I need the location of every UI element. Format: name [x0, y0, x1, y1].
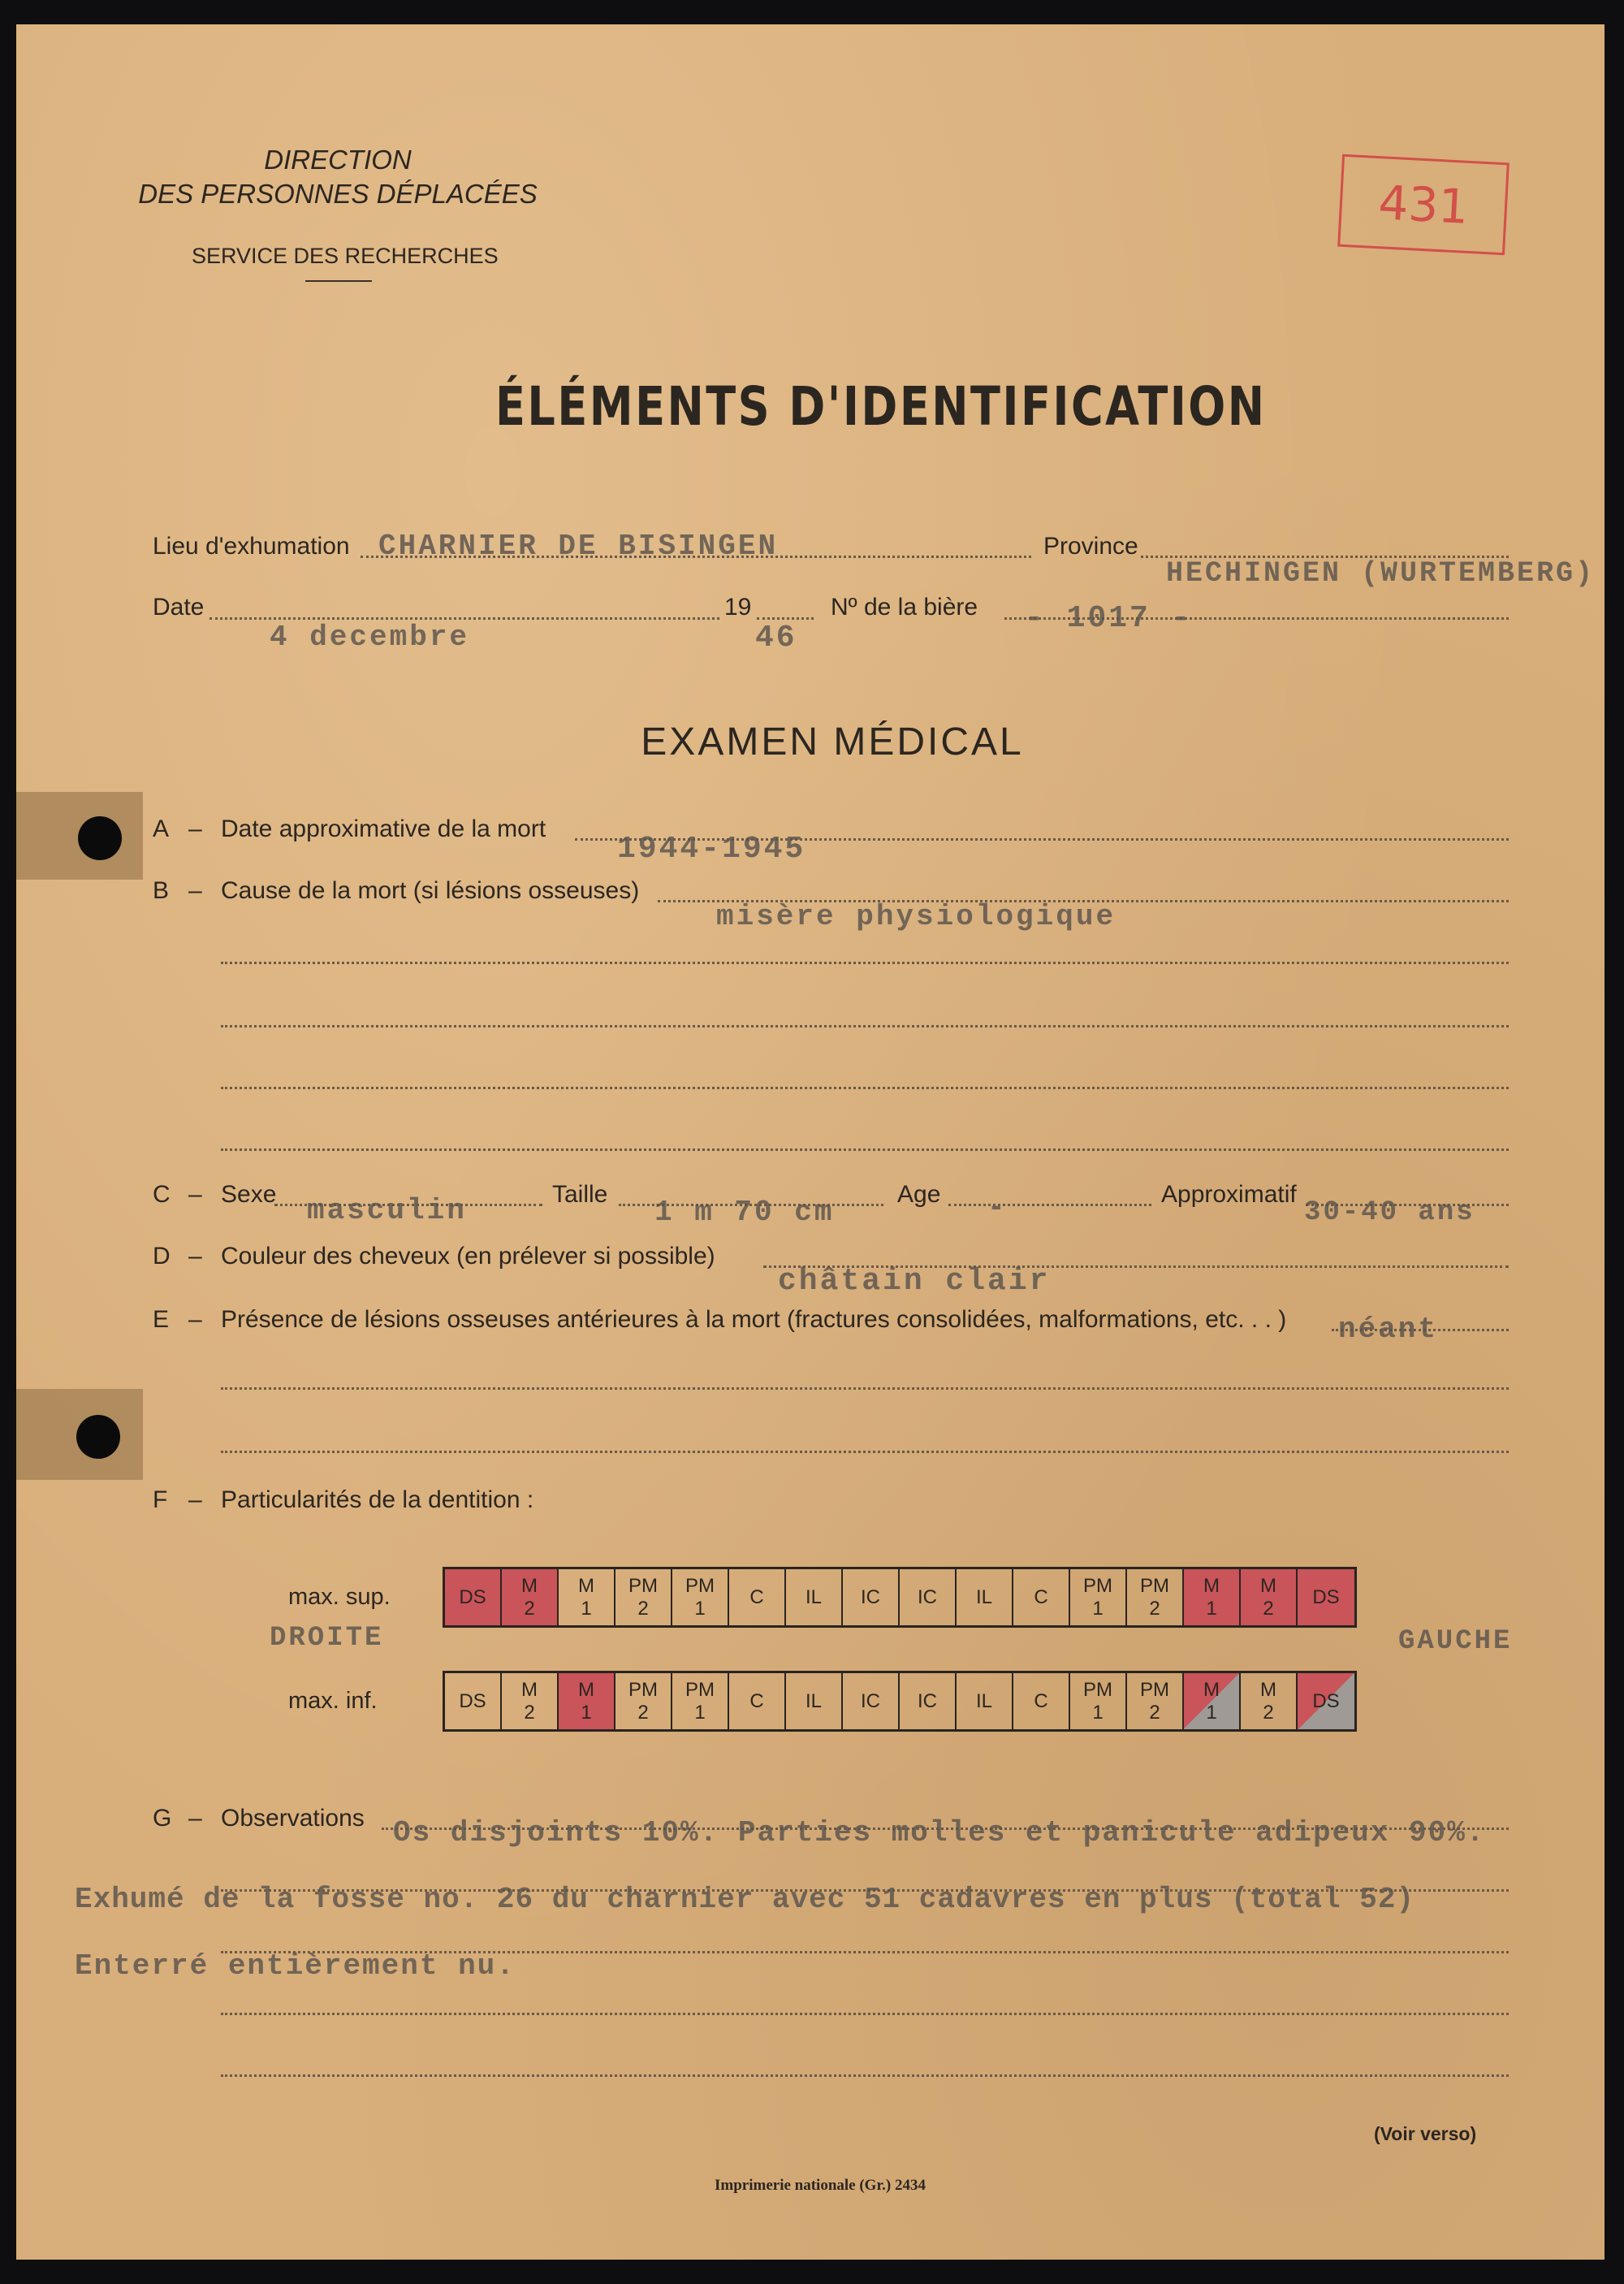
lower-tooth-cell [900, 1673, 957, 1729]
date-line [209, 617, 719, 620]
upper-tooth-cell [445, 1569, 502, 1625]
d-value: châtain clair [778, 1264, 1051, 1299]
lower-tooth-cell [957, 1673, 1013, 1729]
upper-tooth-cell [843, 1569, 900, 1625]
tooth-type-label: C [749, 1585, 764, 1608]
tooth-type-label: M [578, 1574, 594, 1597]
b-label: Cause de la mort (si lésions osseuses) [221, 877, 640, 904]
tooth-number-label: 1 [694, 1701, 706, 1724]
dash: – [188, 1486, 202, 1513]
tooth-type-label: PM [685, 1678, 715, 1701]
tooth-number-label: 2 [637, 1701, 649, 1724]
tooth-type-label: M [578, 1678, 594, 1701]
e-label: Présence de lésions osseuses antérieures à la mort (fractures consolidées, malformations, etc. . . ) [221, 1306, 1287, 1333]
tooth-number-label: 1 [581, 1597, 592, 1620]
e-line-3 [221, 1451, 1509, 1453]
section-title: EXAMEN MÉDICAL [641, 720, 1024, 763]
g-label: Observations [221, 1805, 365, 1832]
tooth-type-label: PM [1083, 1678, 1112, 1701]
f-letter: F [153, 1486, 168, 1513]
page-title: ÉLÉMENTS D'IDENTIFICATION [495, 375, 1267, 438]
a-letter: A [153, 815, 170, 842]
f-label: Particularités de la dentition : [221, 1486, 534, 1513]
lower-tooth-cell [672, 1673, 729, 1729]
b-value: misère physiologique [716, 900, 1116, 933]
g-line-5 [221, 2074, 1509, 2077]
tooth-type-label: IL [805, 1585, 822, 1608]
header-service: SERVICE DES RECHERCHES [192, 244, 499, 268]
tooth-type-label: IL [975, 1689, 992, 1712]
tooth-number-label: 1 [1206, 1701, 1217, 1724]
a-value: 1944-1945 [617, 832, 806, 867]
sexe-label: Sexe [221, 1181, 277, 1208]
tooth-type-label: IL [975, 1585, 992, 1608]
province-value: HECHINGEN (WURTEMBERG) [1166, 557, 1596, 590]
upper-tooth-cell [957, 1569, 1013, 1625]
upper-tooth-cell [786, 1569, 843, 1625]
date-value: 4 decembre [270, 621, 470, 654]
g-letter: G [153, 1805, 172, 1832]
archive-number-stamp: 431 [1337, 154, 1510, 256]
lower-tooth-cell [786, 1673, 843, 1729]
lower-tooth-cell [502, 1673, 559, 1729]
tooth-number-label: 1 [1092, 1597, 1104, 1620]
tooth-number-label: 2 [1149, 1597, 1160, 1620]
tooth-type-label: DS [1312, 1689, 1340, 1712]
upper-tooth-cell [1298, 1569, 1354, 1625]
tooth-number-label: 2 [524, 1701, 535, 1724]
dash: – [188, 1243, 202, 1270]
dash: – [188, 1181, 202, 1208]
tooth-type-label: M [1260, 1678, 1276, 1701]
e-letter: E [153, 1306, 170, 1333]
upper-tooth-cell [1127, 1569, 1184, 1625]
age-label: Age [897, 1181, 941, 1208]
year-line [757, 617, 814, 620]
voir-verso: (Voir verso) [1374, 2123, 1477, 2144]
tooth-type-label: M [1260, 1574, 1276, 1597]
d-label: Couleur des cheveux (en prélever si possible) [221, 1243, 715, 1270]
upper-jaw-label: max. sup. [288, 1584, 391, 1610]
dash: – [188, 815, 202, 842]
taille-label: Taille [552, 1181, 608, 1208]
tooth-number-label: 2 [1263, 1597, 1274, 1620]
document-page [16, 24, 1605, 2260]
tooth-type-label: M [521, 1678, 538, 1701]
lieu-label: Lieu d'exhumation [153, 533, 350, 560]
gauche-label: GAUCHE [1398, 1626, 1513, 1657]
dash: – [188, 1306, 202, 1333]
age-value: - [987, 1191, 1008, 1224]
province-label: Province [1043, 533, 1138, 560]
tooth-type-label: DS [459, 1585, 486, 1608]
tooth-type-label: IC [918, 1585, 937, 1608]
tooth-type-label: C [1034, 1585, 1048, 1608]
g-line-4 [221, 2013, 1509, 2015]
tooth-number-label: 2 [637, 1597, 649, 1620]
tooth-number-label: 1 [694, 1597, 706, 1620]
tooth-type-label: M [1203, 1574, 1220, 1597]
b-line-4 [221, 1087, 1509, 1089]
upper-tooth-cell [1241, 1569, 1298, 1625]
g-value-line-1: Os disjoints 10%. Parties molles et panicule adipeux 90%. [393, 1816, 1486, 1849]
tooth-type-label: PM [1140, 1678, 1169, 1701]
e-value: néant [1338, 1313, 1439, 1346]
tooth-type-label: PM [628, 1574, 658, 1597]
imprimerie-footer: Imprimerie nationale (Gr.) 2434 [715, 2177, 926, 2194]
dash: – [188, 877, 202, 904]
tooth-number-label: 2 [1149, 1701, 1160, 1724]
lower-jaw-label: max. inf. [288, 1688, 378, 1714]
upper-tooth-cell [672, 1569, 729, 1625]
header-rule [305, 280, 372, 282]
tooth-number-label: 1 [1206, 1597, 1217, 1620]
biere-value: - 1017 - [1025, 601, 1193, 636]
d-letter: D [153, 1243, 171, 1270]
lower-tooth-cell [559, 1673, 615, 1729]
biere-label: Nº de la bière [831, 594, 978, 621]
e-line-2 [221, 1387, 1509, 1390]
approx-label: Approximatif [1161, 1181, 1297, 1208]
tooth-type-label: PM [1083, 1574, 1112, 1597]
b-line-5 [221, 1148, 1509, 1151]
upper-tooth-cell [1184, 1569, 1241, 1625]
a-label: Date approximative de la mort [221, 815, 546, 842]
lower-tooth-cell [1184, 1673, 1241, 1729]
tooth-number-label: 2 [1263, 1701, 1274, 1724]
tooth-type-label: DS [1312, 1585, 1340, 1608]
b-line-2 [221, 962, 1509, 964]
upper-tooth-cell [559, 1569, 615, 1625]
approx-value: 30-40 ans [1304, 1197, 1475, 1228]
punch-hole [78, 816, 122, 860]
dash: – [188, 1805, 202, 1832]
lower-tooth-cell [1070, 1673, 1127, 1729]
tooth-type-label: PM [1140, 1574, 1169, 1597]
tooth-type-label: IC [918, 1689, 937, 1712]
lieu-value: CHARNIER DE BISINGEN [378, 530, 779, 563]
taille-value: 1 m 70 cm [654, 1196, 835, 1229]
upper-tooth-cell [729, 1569, 786, 1625]
lower-tooth-cell [445, 1673, 502, 1729]
tooth-type-label: IL [805, 1689, 822, 1712]
b-line-3 [221, 1025, 1509, 1027]
lower-tooth-cell [1298, 1673, 1354, 1729]
punch-hole [76, 1415, 120, 1459]
upper-tooth-cell [1013, 1569, 1070, 1625]
lower-tooth-cell [615, 1673, 672, 1729]
tooth-type-label: DS [459, 1689, 486, 1712]
g-value-line-3: Enterré entièrement nu. [75, 1949, 516, 1983]
droite-label: DROITE [270, 1623, 384, 1654]
tooth-type-label: C [749, 1689, 764, 1712]
g-value-line-2: Exhumé de la fosse no. 26 du charnier avec 51 cadavres en plus (total 52) [75, 1883, 1415, 1916]
tooth-type-label: PM [685, 1574, 715, 1597]
upper-teeth-row [443, 1567, 1357, 1628]
tooth-type-label: M [521, 1574, 538, 1597]
tooth-number-label: 1 [581, 1701, 592, 1724]
lower-tooth-cell [729, 1673, 786, 1729]
lower-tooth-cell [1013, 1673, 1070, 1729]
upper-tooth-cell [615, 1569, 672, 1625]
tooth-type-label: IC [861, 1689, 880, 1712]
tooth-number-label: 2 [524, 1597, 535, 1620]
tooth-type-label: PM [628, 1678, 658, 1701]
upper-tooth-cell [900, 1569, 957, 1625]
lower-tooth-cell [1241, 1673, 1298, 1729]
date-label: Date [153, 594, 205, 621]
upper-tooth-cell [502, 1569, 559, 1625]
tooth-type-label: M [1203, 1678, 1220, 1701]
year-value: 46 [755, 621, 797, 655]
tooth-type-label: C [1034, 1689, 1048, 1712]
upper-tooth-cell [1070, 1569, 1127, 1625]
sexe-value: masculin [307, 1194, 467, 1227]
tooth-number-label: 1 [1092, 1701, 1104, 1724]
b-letter: B [153, 877, 170, 904]
header-direction: DIRECTION [264, 145, 412, 175]
lower-tooth-cell [843, 1673, 900, 1729]
c-letter: C [153, 1181, 171, 1208]
lower-tooth-cell [1127, 1673, 1184, 1729]
age-line [948, 1204, 1151, 1206]
lower-teeth-row [443, 1671, 1357, 1732]
year-prefix: 19 [724, 594, 752, 621]
tooth-type-label: IC [861, 1585, 880, 1608]
header-personnes-deplacees: DES PERSONNES DÉPLACÉES [138, 179, 538, 209]
